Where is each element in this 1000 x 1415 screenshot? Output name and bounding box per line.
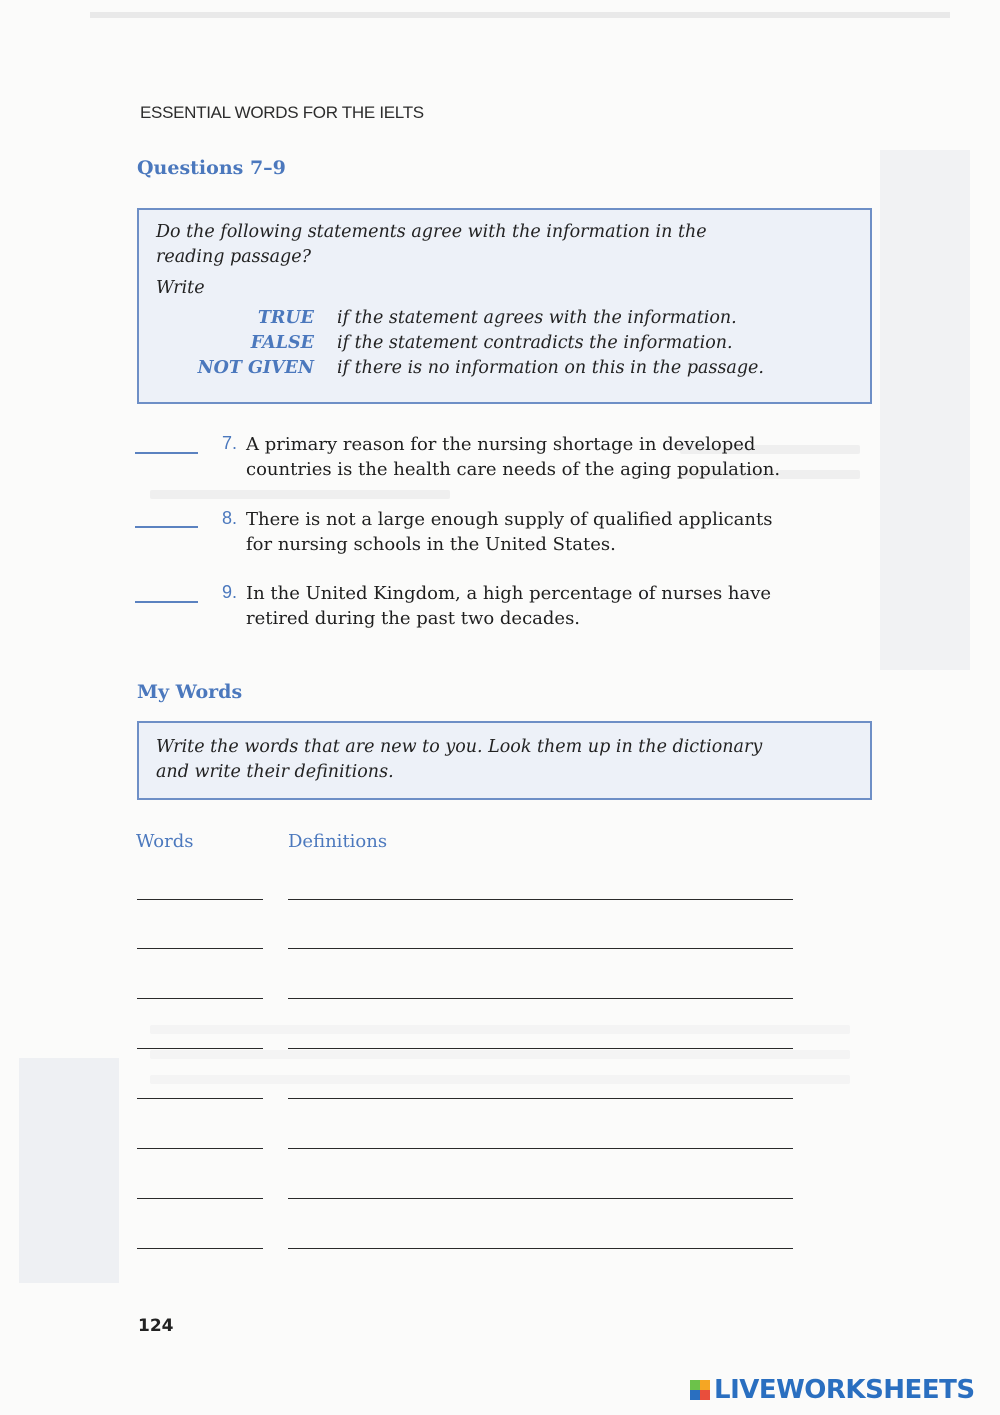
question-line: There is not a large enough supply of qualified applicants — [246, 509, 773, 530]
question-line: for nursing schools in the United States. — [246, 534, 616, 555]
my-words-instructions — [156, 735, 856, 785]
question-line: countries is the health care needs of the aging population. — [246, 459, 781, 480]
bleed-through — [150, 490, 450, 499]
question-8 — [135, 507, 875, 562]
question-number: 9. — [221, 582, 237, 602]
questions-title: Questions 7–9 — [137, 157, 286, 179]
answer-blank[interactable] — [135, 452, 198, 454]
bleed-through — [150, 1050, 850, 1059]
option-meaning: if the statement contradicts the information. — [337, 333, 733, 353]
option-key: TRUE — [257, 308, 314, 328]
instructions-box — [137, 208, 872, 404]
bleed-through — [880, 150, 970, 670]
running-head: ESSENTIAL WORDS FOR THE IELTS — [140, 103, 424, 122]
word-line[interactable] — [137, 1098, 263, 1099]
question-text — [246, 581, 866, 631]
definition-line[interactable] — [288, 1248, 793, 1249]
option-meaning: if the statement agrees with the information. — [337, 308, 737, 328]
answer-blank[interactable] — [135, 526, 198, 528]
option-meaning: if there is no information on this in the passage. — [337, 358, 764, 378]
brand-watermark — [690, 1375, 975, 1405]
word-line[interactable] — [137, 899, 263, 900]
instructions-line: reading passage? — [156, 247, 311, 267]
word-line[interactable] — [137, 998, 263, 999]
word-line[interactable] — [137, 948, 263, 949]
option-true — [139, 308, 314, 332]
page-number: 124 — [138, 1316, 174, 1336]
my-words-instruction-line: Write the words that are new to you. Look them up in the dictionary — [156, 737, 763, 757]
option-false — [139, 333, 314, 357]
bleed-through — [19, 1058, 119, 1283]
question-line: A primary reason for the nursing shortage in developed — [246, 434, 756, 455]
instructions-line: Do the following statements agree with the information in the — [156, 222, 707, 242]
definition-line[interactable] — [288, 948, 793, 949]
question-7 — [135, 432, 875, 487]
my-words-title: My Words — [137, 681, 243, 703]
question-line: retired during the past two decades. — [246, 608, 581, 629]
instructions-write: Write — [156, 278, 205, 298]
question-number: 8. — [221, 508, 237, 528]
definition-line[interactable] — [288, 1098, 793, 1099]
option-not-given — [139, 358, 314, 382]
definitions-column-header: Definitions — [288, 831, 388, 852]
brand-name: LIVEWORKSHEETS — [714, 1375, 975, 1405]
question-text — [246, 507, 866, 557]
word-line[interactable] — [137, 1148, 263, 1149]
bleed-through — [150, 1025, 850, 1034]
definition-line[interactable] — [288, 899, 793, 900]
question-line: In the United Kingdom, a high percentage of nurses have — [246, 583, 772, 604]
my-words-instructions-box — [137, 721, 872, 800]
words-column-header: Words — [136, 831, 194, 852]
definition-line[interactable] — [288, 1048, 793, 1049]
question-number: 7. — [221, 433, 237, 453]
question-text — [246, 432, 866, 482]
definition-line[interactable] — [288, 998, 793, 999]
bleed-through — [150, 1075, 850, 1084]
option-key: FALSE — [250, 333, 314, 353]
my-words-instruction-line: and write their definitions. — [156, 762, 394, 782]
definition-line[interactable] — [288, 1198, 793, 1199]
answer-blank[interactable] — [135, 601, 198, 603]
definition-line[interactable] — [288, 1148, 793, 1149]
word-line[interactable] — [137, 1248, 263, 1249]
scan-edge — [90, 12, 950, 18]
liveworksheets-logo-icon — [690, 1380, 710, 1400]
option-key: NOT GIVEN — [197, 358, 314, 378]
question-9 — [135, 581, 875, 636]
word-line[interactable] — [137, 1198, 263, 1199]
word-line[interactable] — [137, 1048, 263, 1049]
